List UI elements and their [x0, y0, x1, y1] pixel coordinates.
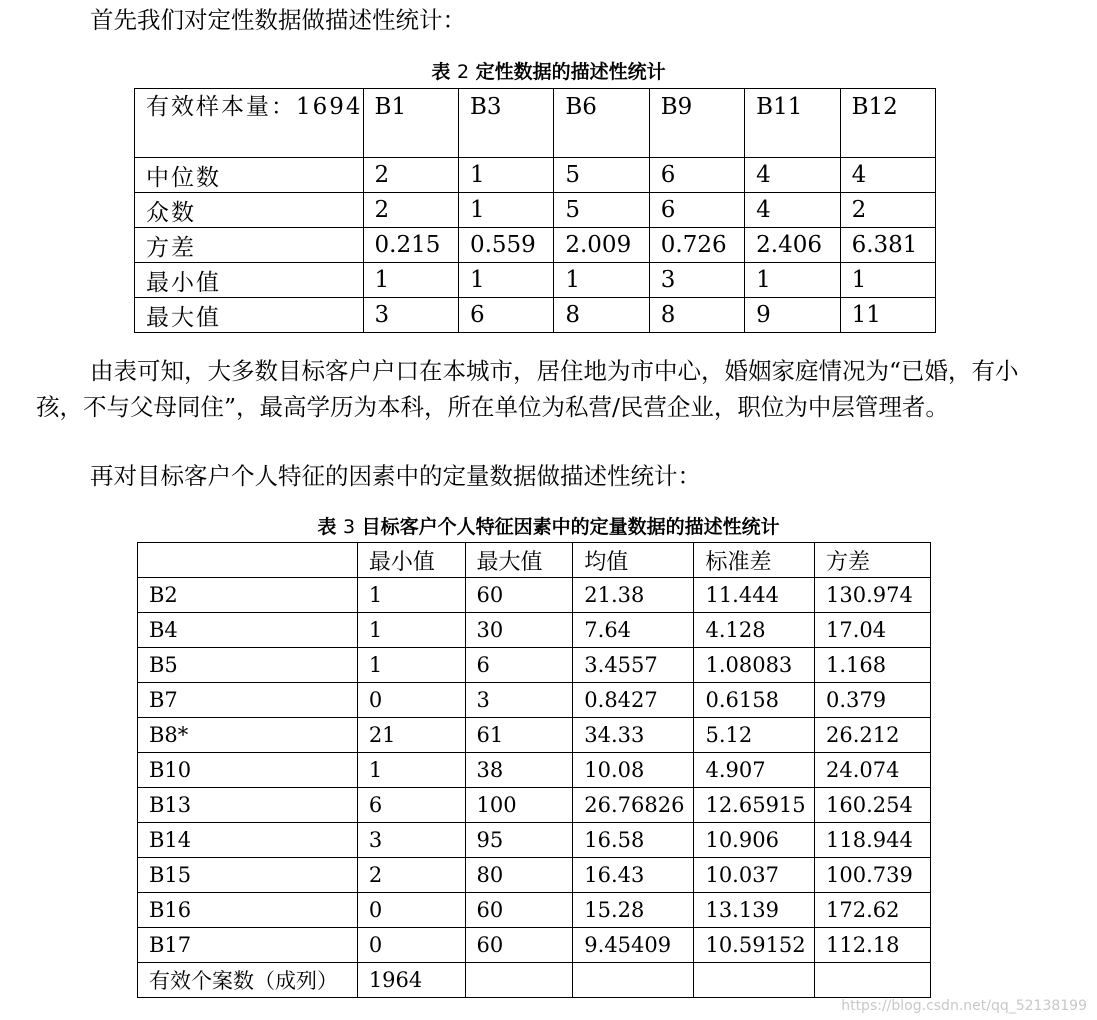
table2-caption	[0, 57, 1097, 84]
table-cell: 30	[465, 613, 573, 648]
column-header-cell: 均值	[573, 543, 694, 578]
table-cell: 1	[357, 613, 465, 648]
table-cell: 0	[357, 683, 465, 718]
table-cell: 2	[363, 158, 458, 193]
table-row	[138, 718, 931, 753]
table-cell: 3	[465, 683, 573, 718]
row-label-cell: B17	[138, 928, 358, 963]
table-cell: 172.62	[815, 893, 931, 928]
table-cell: 2	[357, 858, 465, 893]
table-cell: 21	[357, 718, 465, 753]
table-cell: 10.906	[694, 823, 815, 858]
table-cell: 2.406	[745, 228, 840, 263]
table2-caption-prefix: 表	[431, 61, 451, 83]
table-cell: 4	[745, 158, 840, 193]
row-label-cell: B14	[138, 823, 358, 858]
table-cell	[573, 963, 694, 998]
table-header-row	[135, 89, 936, 158]
table-header-row	[138, 543, 931, 578]
table-cell: 10.037	[694, 858, 815, 893]
column-header-cell: B1	[363, 89, 458, 158]
column-header-cell: B9	[649, 89, 744, 158]
table-cell: 60	[465, 893, 573, 928]
row-label-cell: B13	[138, 788, 358, 823]
table-cell: 1	[840, 263, 935, 298]
quantitative-stats-table	[137, 542, 931, 998]
row-label-cell: 众数	[135, 193, 364, 228]
row-label-cell: B7	[138, 683, 358, 718]
table-cell: 15.28	[573, 893, 694, 928]
table-cell: 6	[649, 193, 744, 228]
table-cell	[465, 963, 573, 998]
table-cell: 1.168	[815, 648, 931, 683]
table-cell: 34.33	[573, 718, 694, 753]
table-row	[138, 823, 931, 858]
row-label-cell: B15	[138, 858, 358, 893]
table-cell: 1	[458, 263, 553, 298]
table-cell: 3	[363, 298, 458, 333]
table-cell: 3.4557	[573, 648, 694, 683]
column-header-cell: B12	[840, 89, 935, 158]
table-cell: 17.04	[815, 613, 931, 648]
row-label-cell: 方差	[135, 228, 364, 263]
table-cell: 2.009	[554, 228, 649, 263]
table-cell: 1	[363, 263, 458, 298]
table-cell: 1	[357, 753, 465, 788]
table3-caption-title: 目标客户个人特征因素中的定量数据的描述性统计	[361, 516, 780, 538]
table-cell: 61	[465, 718, 573, 753]
table-cell: 11	[840, 298, 935, 333]
table-cell: 1	[458, 158, 553, 193]
row-label-cell: 最小值	[135, 263, 364, 298]
row-label-cell: 最大值	[135, 298, 364, 333]
table-row	[138, 753, 931, 788]
table-cell: 6	[458, 298, 553, 333]
row-label-cell: B16	[138, 893, 358, 928]
table-cell: 5	[554, 193, 649, 228]
table-row	[138, 648, 931, 683]
table3-caption-number: 3	[342, 516, 356, 538]
table-cell: 2	[363, 193, 458, 228]
table-cell: 16.58	[573, 823, 694, 858]
table-cell: 26.76826	[573, 788, 694, 823]
table-cell: 9.45409	[573, 928, 694, 963]
table-cell: 4.907	[694, 753, 815, 788]
table-cell: 0.726	[649, 228, 744, 263]
table-cell: 0.8427	[573, 683, 694, 718]
table-cell: 6	[357, 788, 465, 823]
intro-paragraph: 首先我们对定性数据做描述性统计：	[90, 6, 466, 34]
table-cell: 1	[554, 263, 649, 298]
table-cell: 100.739	[815, 858, 931, 893]
table-cell: 0.379	[815, 683, 931, 718]
table-cell: 100	[465, 788, 573, 823]
table-cell: 4	[745, 193, 840, 228]
table-cell: 10.08	[573, 753, 694, 788]
table-row	[138, 928, 931, 963]
table-cell: 16.43	[573, 858, 694, 893]
table-cell: 8	[554, 298, 649, 333]
table-cell: 60	[465, 578, 573, 613]
table-cell: 9	[745, 298, 840, 333]
table-cell: 0.6158	[694, 683, 815, 718]
table-cell: 0.215	[363, 228, 458, 263]
column-header-cell: 方差	[815, 543, 931, 578]
table-row	[135, 298, 936, 333]
table-cell: 11.444	[694, 578, 815, 613]
table-cell: 1	[745, 263, 840, 298]
table-row	[135, 158, 936, 193]
table-cell: 1	[357, 648, 465, 683]
table-cell: 7.64	[573, 613, 694, 648]
table-cell: 6	[649, 158, 744, 193]
table-row	[135, 228, 936, 263]
row-label-cell: B2	[138, 578, 358, 613]
table-cell: 1	[357, 578, 465, 613]
table3-caption	[0, 512, 1097, 539]
row-label-cell: 有效个案数（成列）	[138, 963, 358, 998]
table-cell: 80	[465, 858, 573, 893]
table-row	[138, 858, 931, 893]
column-header-cell: 最小值	[357, 543, 465, 578]
table-cell: 3	[357, 823, 465, 858]
table-cell	[815, 963, 931, 998]
column-header-cell: B6	[554, 89, 649, 158]
table-row	[135, 263, 936, 298]
table-cell: 130.974	[815, 578, 931, 613]
row-label-cell: B10	[138, 753, 358, 788]
table-cell: 26.212	[815, 718, 931, 753]
table-cell: 0	[357, 893, 465, 928]
table-row	[138, 788, 931, 823]
table2-caption-title: 定性数据的描述性统计	[475, 61, 666, 83]
table-cell: 4	[840, 158, 935, 193]
table3-caption-prefix: 表	[317, 516, 337, 538]
table-cell: 1.08083	[694, 648, 815, 683]
sample-size-header-cell: 有效样本量：1694	[135, 89, 364, 158]
table-cell: 1964	[357, 963, 465, 998]
table-cell: 6	[465, 648, 573, 683]
table-cell: 10.59152	[694, 928, 815, 963]
watermark: https://blog.csdn.net/qq_52138199	[841, 998, 1087, 1014]
table-cell: 118.944	[815, 823, 931, 858]
row-label-cell: 中位数	[135, 158, 364, 193]
column-header-cell: 标准差	[694, 543, 815, 578]
table-cell: 5	[554, 158, 649, 193]
table-cell: 8	[649, 298, 744, 333]
table-row	[138, 578, 931, 613]
column-header-cell: B3	[458, 89, 553, 158]
table2-caption-number: 2	[456, 61, 470, 83]
summary-paragraph: 由表可知，大多数目标客户户口在本城市，居住地为市中心，婚姻家庭情况为“已婚，有小孩，不与父母同住”，最高学历为本科，所在单位为私营/民营企业，职位为中层管理者。	[36, 357, 1019, 421]
row-label-cell: B8*	[138, 718, 358, 753]
row-label-cell: B4	[138, 613, 358, 648]
table-cell: 12.65915	[694, 788, 815, 823]
column-header-cell: B11	[745, 89, 840, 158]
table-cell: 24.074	[815, 753, 931, 788]
column-header-cell	[138, 543, 358, 578]
table-cell: 0	[357, 928, 465, 963]
table-cell: 1	[458, 193, 553, 228]
table-cell: 160.254	[815, 788, 931, 823]
table-row	[135, 193, 936, 228]
table-cell: 60	[465, 928, 573, 963]
table-row	[138, 893, 931, 928]
table-row	[138, 683, 931, 718]
table-cell	[694, 963, 815, 998]
qualitative-stats-table	[134, 88, 936, 333]
table-cell: 5.12	[694, 718, 815, 753]
intro-quantitative-paragraph: 再对目标客户个人特征的因素中的定量数据做描述性统计：	[90, 462, 701, 490]
table-row	[138, 613, 931, 648]
table-cell: 6.381	[840, 228, 935, 263]
table-cell: 0.559	[458, 228, 553, 263]
table-cell: 38	[465, 753, 573, 788]
table-row	[138, 963, 931, 998]
table-cell: 112.18	[815, 928, 931, 963]
table-cell: 3	[649, 263, 744, 298]
column-header-cell: 最大值	[465, 543, 573, 578]
table-cell: 21.38	[573, 578, 694, 613]
table-cell: 4.128	[694, 613, 815, 648]
table-cell: 95	[465, 823, 573, 858]
table-cell: 13.139	[694, 893, 815, 928]
table-cell: 2	[840, 193, 935, 228]
row-label-cell: B5	[138, 648, 358, 683]
